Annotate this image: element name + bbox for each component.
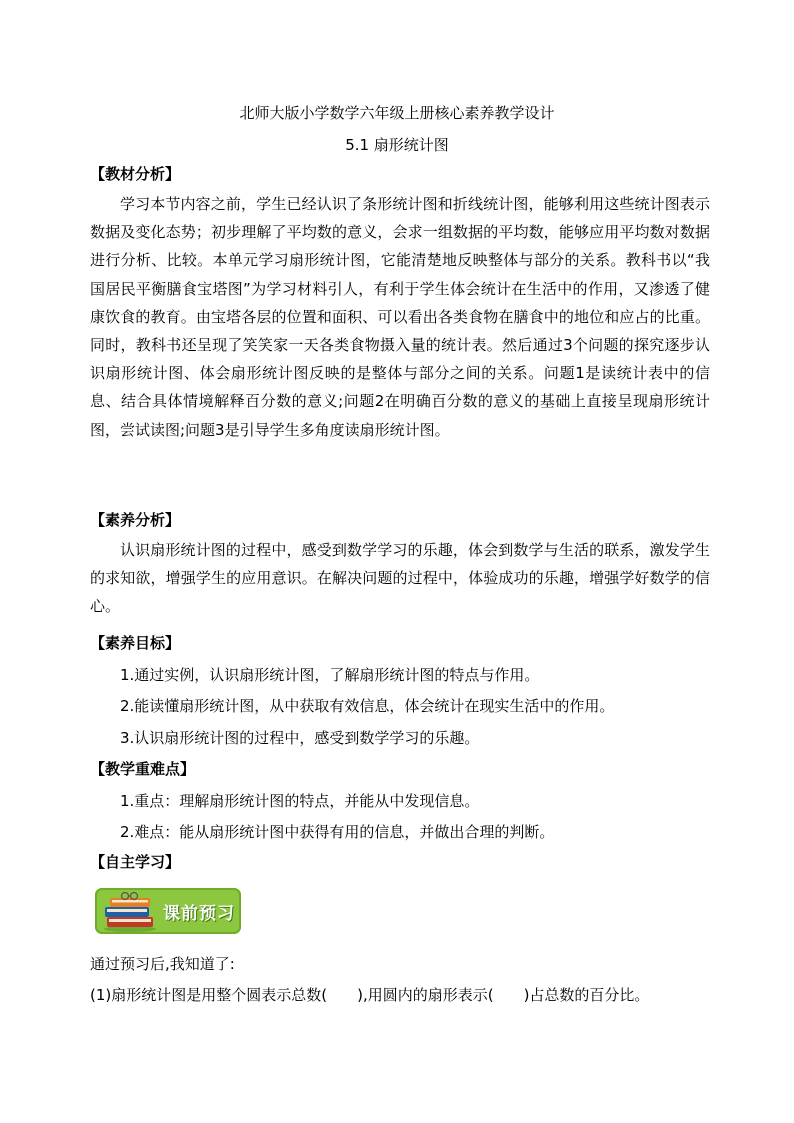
goal-item-2: 2.能读懂扇形统计图，从中获取有效信息，体会统计在现实生活中的作用。 xyxy=(120,697,615,715)
badge-label: 课前预习 xyxy=(163,904,235,924)
goal-item-1: 1.通过实例，认识扇形统计图，了解扇形统计图的特点与作用。 xyxy=(120,666,540,684)
key-point-item-2: 2.难点：能从扇形统计图中获得有用的信息，并做出合理的判断。 xyxy=(120,823,555,841)
lesson-subtitle: 5.1 扇形统计图 xyxy=(345,136,449,154)
key-point-item-1: 1.重点：理解扇形统计图的特点，并能从中发现信息。 xyxy=(120,792,480,810)
preview-question-1: (1)扇形统计图是用整个圆表示总数( ),用圆内的扇形表示( )占总数的百分比。 xyxy=(90,986,650,1004)
paragraph-textbook-analysis: 学习本节内容之前，学生已经认识了条形统计图和折线统计图，能够利用这些统计图表示数据及变化态势；初步理解了平均数的意义，会求一组数据的平均数，能够应用平均数对数据进行分析、比较。本单元学习扇形统计图，它能清楚地反映整体与部分的关系。教科书以“我国居民平衡膳食宝塔图”为学习材料引人，有利于学生体会统计在生活中的作用，又渗透了健康饮食的教育。由宝塔各层的位置和面积、可以看出各类食物在膳食中的地位和应占的比重。同时，教科书还呈现了笑笑家一天各类食物摄入量的统计表。然后通过3个问题的探究逐步认识扇形统计图、体会扇形统计图反映的是整体与部分之间的关系。问题1是读统计表中的信息、结合具体情境解释百分数的意义;问题2在明确百分数的意义的基础上直接呈现扇形统计图，尝试读图;问题3是引导学生多角度读扇形统计图。 xyxy=(90,195,710,439)
document-title: 北师大版小学数学六年级上册核心素养教学设计 xyxy=(239,104,555,122)
heading-literacy-analysis: 【素养分析】 xyxy=(90,511,181,529)
heading-literacy-goals: 【素养目标】 xyxy=(90,634,181,652)
goal-item-3: 3.认识扇形统计图的过程中，感受到数学学习的乐趣。 xyxy=(120,729,480,747)
heading-key-points: 【教学重难点】 xyxy=(90,760,196,778)
heading-self-study: 【自主学习】 xyxy=(90,853,181,871)
books-icon xyxy=(101,892,159,932)
heading-textbook-analysis: 【教材分析】 xyxy=(90,165,181,183)
preview-intro: 通过预习后,我知道了: xyxy=(90,955,235,973)
preview-badge xyxy=(95,888,241,934)
paragraph-literacy-analysis: 认识扇形统计图的过程中，感受到数学学习的乐趣，体会到数学与生活的联系，激发学生的求知欲，增强学生的应用意识。在解决问题的过程中，体验成功的乐趣，增强学好数学的信心。 xyxy=(90,541,710,616)
